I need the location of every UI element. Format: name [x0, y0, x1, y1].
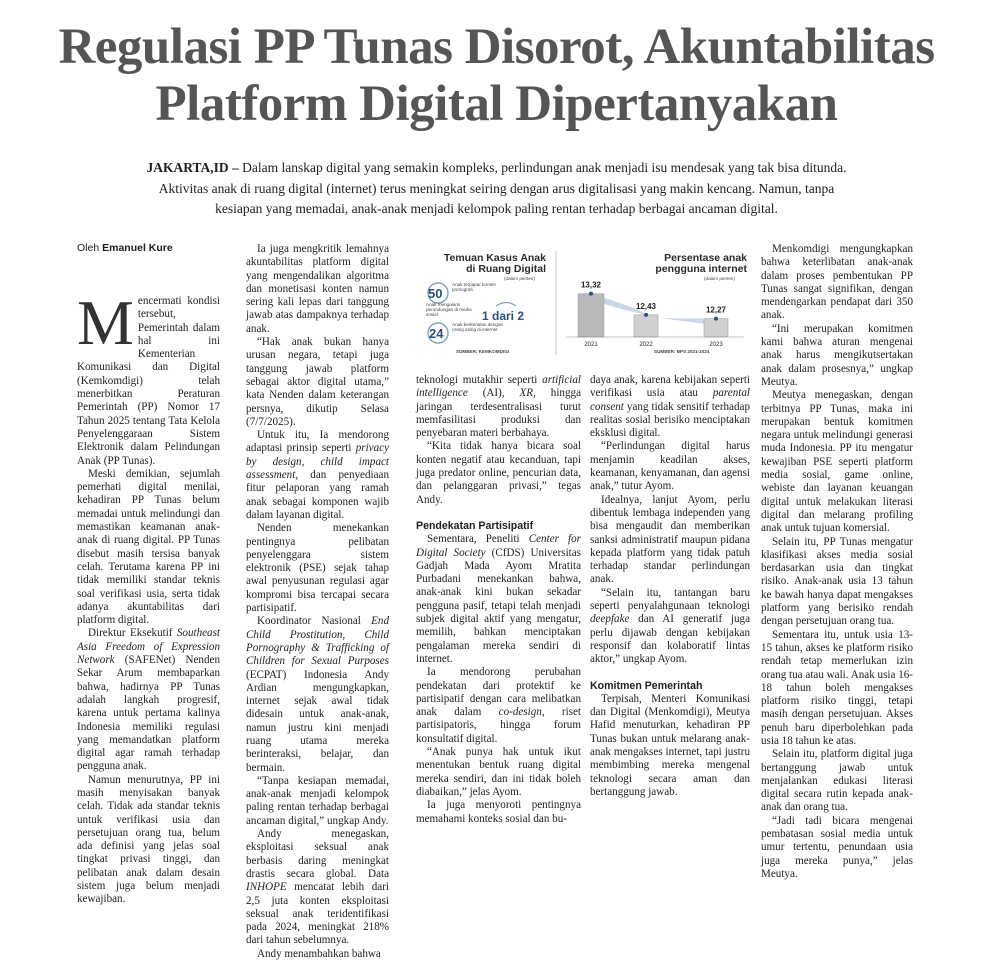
col1-p2: Meski demikian, sejumlah pemerhati digital menilai, kehadiran PP Tunas belum memadai untuk melindungi dan memastikan keamanan anak-anak di ruang digital. PP Tunas disebut masih tersisa banyak celah. Terutama karena PP ini tidak memiliki standar teknis soal verifikasi usia, serta tidak adanya akuntabilitas dari platform digital. [77, 467, 220, 627]
col2-p3: Untuk itu, Ia mendorong adaptasi prinsip seperti privacy by design, child impact assessment, dan penyediaan fitur pelaporan yang ramah anak sebagai komponen wajib dalam layanan digital. [246, 429, 389, 521]
dateline: JAKARTA,ID – [146, 160, 239, 175]
stat-1-value: 50 [428, 286, 443, 301]
col5-p7: “Jadi tadi bicara mengenai pembatasan sosial media untuk umur tertentu, penundaan usia juga mereka punya,” jelas Meutya. [761, 814, 913, 880]
bar-2021 [578, 294, 604, 337]
data-label-2021: 13,32 [580, 280, 602, 290]
col4-p5: Terpisah, Menteri Komunikasi dan Digital (Menkomdigi), Meutya Hafid menuturkan, kehadiran PP Tunas bukan untuk melarang anak-anak mengakses internet, tapi justru membimbing mereka mengenal teknologi secara aman dan bertanggung jawab. [590, 692, 750, 798]
point-2021 [589, 292, 593, 296]
point-2023 [714, 317, 718, 321]
stat-3-value: 24 [429, 326, 444, 341]
infographic [416, 243, 751, 363]
col4-p1: daya anak, karena kebijakan seperti verifikasi usia atau parental consent yang tidak sensitif terhadap realitas sosial berisiko menciptakan eksklusi digital. [590, 374, 750, 440]
col2-p6: “Tanpa kesiapan memadai, anak-anak menjadi kelompok paling rentan terhadap berbagai ancaman digital,” ungkap Andy. [246, 774, 389, 827]
data-label-2022: 12,43 [635, 301, 657, 311]
col5-p5: Sementara itu, untuk usia 13-15 tahun, akses ke platform risiko rendah tetap memerlukan izin orang tua atau wali. Anak usia 16-18 tahun boleh mengakses platform risiko tinggi, tetapi masih dengan persetujuan. Akses penuh baru diperbolehkan pada usia 18 tahun ke atas. [761, 628, 913, 747]
left-source: SUMBER: KEMKOMDIGI [456, 349, 510, 354]
col3-p6: Ia juga menyoroti pentingnya memahami konteks sosial dan bu- [416, 799, 581, 825]
article-column-2 [246, 243, 389, 961]
col3-p5: “Anak punya hak untuk ikut menentukan bentuk ruang digital mereka sendiri, dan ini tidak boleh diabaikan,” jelas Ayom. [416, 746, 581, 798]
col5-p4: Selain itu, PP Tunas mengatur klasifikasi akses media sosial berdasarkan usia dan tingkat risiko. Anak-anak usia 13 tahun ke bawah hanya dapat mengakses platform yang berisiko rendah dengan persetujuan orang tua. [761, 535, 913, 628]
col1-p3: Direktur Eksekutif Southeast Asia Freedom of Expression Network (SAFENet) Nenden Sekar Arum membaparkan bahwa, hadirnya PP Tunas adalah langkah progresif, karena untuk pertama kalinya Indonesia memiliki regulasi yang memandatkan platform digital agar ramah terhadap pengguna anak. [77, 627, 220, 773]
col3-p3: Sementara, Peneliti Center for Digital Society (CfDS) Universitas Gadjah Mada Ayom Mratita Purbadani menekankan bahwa, anak-anak kini bukan sekadar pengguna pasif, tetapi telah menjadi subjek digital aktif yang mengatur, memilih, bahkan menciptakan pengalaman mereka sendiri di internet. [416, 533, 581, 665]
bar-chart [566, 281, 744, 348]
article-column-1 [77, 287, 220, 907]
lead-paragraph [100, 158, 893, 220]
bar-2022 [634, 315, 658, 337]
col2-p1: Ia juga mengkritik lemahnya akuntabilitas platform digital yang mengendalikan algoritma dan monetisasi konten namun sering kali lepas dari tanggung jawab atas dampaknya terhadap anak. [246, 243, 389, 335]
col5-p1: Menkomdigi mengungkapkan bahwa keterlibatan anak-anak dalam proses pembentukan PP Tunas sangat signifikan, dengan mendengarkan pendapat dari 350 anak. [761, 243, 913, 322]
stat-2-value: 1 dari 2 [482, 309, 525, 323]
byline-author: Emanuel Kure [102, 242, 173, 254]
col5-p2: “Ini merupakan komitmen kami bahwa aturan mengenai anak harus mengikutsertakan anak dalam prosesnya,” ungkap Meutya. [761, 322, 913, 388]
lead-line-3: kesiapan yang memadai, anak-anak menjadi kelompok paling rentan terhadap berbagai ancaman digital. [215, 201, 778, 217]
headline-line-1: Regulasi PP Tunas Disorot, Akuntabilitas [58, 19, 935, 75]
right-source: SUMBER: BPS 2021-2024 [654, 349, 710, 354]
subheading-komitmen: Komitmen Pemerintah [590, 679, 703, 692]
left-unit: (dalam persen) [504, 276, 535, 281]
article-column-5 [761, 243, 913, 881]
lead-line-2: Aktivitas anak di ruang digital (internet) terus meningkat seiring dengan arus digitalisasi yang makin kencang. Namun, tanpa [158, 180, 835, 196]
point-2022 [644, 313, 648, 317]
col4-p3: Idealnya, lanjut Ayom, perlu dibentuk lembaga independen yang bisa mengaudit dan memberikan sanksi administratif maupun pidana kepada platform yang tidak patuh terhadap standar perlindungan anak. [590, 493, 750, 586]
col3-p4: Ia mendorong perubahan pendekatan dari protektif ke partisipatif dengan cara melibatkan anak dalam co-design, riset partisipatoris, hingga forum konsultatif digital. [416, 666, 581, 745]
col2-p4: Nenden menekankan pentingnya pelibatan penyelenggara sistem elektronik (PSE) sejak tahap awal penyusunan regulasi agar kompromi bisa tercapai secara partisipatif. [246, 522, 389, 615]
x-tick-2023: 2023 [709, 342, 723, 348]
headline-line-2: Platform Digital Dipertanyakan [155, 76, 838, 132]
col5-p3: Meutya menegaskan, dengan terbitnya PP Tunas, maka ini merupakan bentuk komitmen negara untuk melindungi generasi muda Indonesia. PP itu mengatur kewajiban PSE seperti platform media sosial, game online, webiste dan layanan keuangan digital untuk melakukan literasi digital dan melarang profiling anak untuk tujuan komersial. [761, 389, 913, 535]
bar-2023 [704, 319, 728, 337]
article-column-4 [590, 374, 750, 799]
col2-p5: Koordinator Nasional End Child Prostitution, Child Pornography & Trafficking of Children for Sexual Purposes (ECPAT) Indonesia Andy Ardian mengungkapkan, internet sejak awal tidak didesain untuk anak-anak, namun justru kini menjadi ruang utama mereka berinteraksi, belajar, dan bermain. [246, 615, 389, 774]
col1-p1: encermati kondisi tersebut, Pemerintah dalam hal ini Kementerian Komunikasi dan Digital (Kemkomdigi) telah menerbitkan Peraturan Pemerintah (PP) Nomor 17 Tahun 2025 tentang Tata Kelola Penyelenggaraan Sistem Elektronik dalam Pelindungan Anak (PP Tunas). [77, 295, 220, 467]
stat-3-label: Anak berkenalan dengan orang asing di internet [452, 322, 504, 332]
data-label-2023: 12,27 [705, 305, 727, 315]
infographic-right-title: Persentase anak pengguna internet [655, 252, 747, 275]
x-tick-2022: 2022 [639, 342, 653, 348]
col4-p2: “Perlindungan digital harus menjamin keadilan akses, keamanan, kenyamanan, dan agensi anak,” tutur Ayom. [590, 440, 750, 493]
col4-p4: “Selain itu, tantangan baru seperti penyalahgunaan teknologi deepfake dan AI generatif juga perlu dijawab dengan kebijakan responsif dan kolaboratif lintas aktor,” ungkap Ayom. [590, 586, 750, 666]
x-tick-2021: 2021 [584, 342, 598, 348]
col5-p6: Selain itu, platform digital juga bertanggung jawab untuk menjalankan edukasi literasi digital secara rutin kepada anak-anak dan orang tua. [761, 748, 913, 814]
col2-p7: Andy menegaskan, eksploitasi seksual anak berbasis daring meningkat drastis secara global. Data INHOPE mencatat lebih dari 2,5 juta konten eksploitasi seksual anak teridentifikasi pada 2024, meningkat 218% dari tahun sebelumnya. [246, 828, 389, 947]
col3-p2: “Kita tidak hanya bicara soal konten negatif atau kecanduan, tapi juga predator online, pencurian data, dan pelanggaran privasi,” tegas Andy. [416, 440, 581, 506]
article-column-3 [416, 374, 581, 826]
col3-p1: teknologi mutakhir seperti artificial intelligence (AI), XR, hingga jaringan terdesentralisasi turut memfasilitasi produksi dan penyebaran materi berbahaya. [416, 374, 581, 440]
lead-line-1: Dalam lanskap digital yang semakin kompleks, perlindungan anak menjadi isu mendesak yang tak bisa ditunda. [242, 160, 847, 175]
drop-cap: M [77, 287, 134, 358]
col2-p2: “Hak anak bukan hanya urusan negara, tetapi juga tanggung jawab platform sebagai aktor digital utama,” kata Nenden dalam keterangan persnya, dikutip Selasa (7/7/2025). [246, 336, 389, 428]
col1-p4: Namun menurutnya, PP ini masih menyisakan banyak celah. Tidak ada standar teknis untuk verifikasi usia dan persetujuan orang tua, belum ada definisi yang jelas soal tingkat privasi tinggi, dan pelibatan anak dalam desain sistem juga belum menjadi kewajiban. [77, 773, 220, 906]
infographic-left-title: Temuan Kasus Anak di Ruang Digital [443, 252, 546, 275]
subheading-pendekatan: Pendekatan Partisipatif [416, 519, 534, 532]
byline-prefix: Oleh [77, 242, 100, 254]
stat-1-label: Anak terpapar konten pornografi [452, 282, 496, 292]
byline [77, 242, 173, 254]
stat-2-label: Anak mengalami perundungan di media sosial [426, 302, 472, 317]
col2-p8: Andy menambahkan bahwa [257, 947, 381, 960]
right-unit: (dalam persen) [704, 276, 735, 281]
